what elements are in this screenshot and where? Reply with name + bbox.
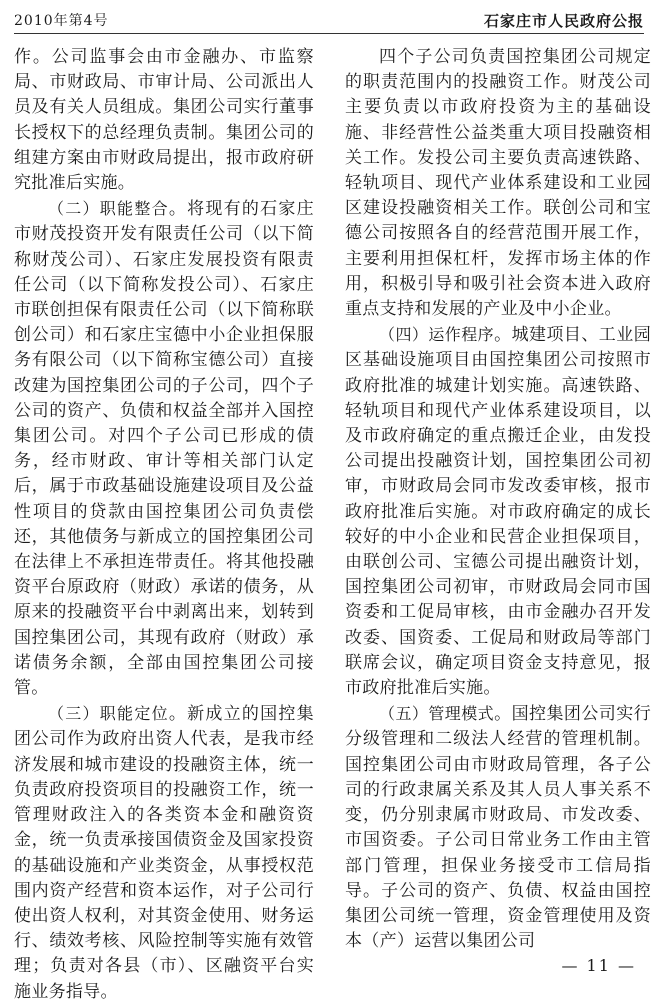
- paragraph-text: 。国控集团公司实行分级管理和二级法人经营的管理机制。国控集团公司由市财政局管理，各子公司的行政隶属关系及其人员人事关系不变，仍分别隶属市财政局、市发改委、市国资委。子公司日常业务工作由主管部门管理，担保业务接受市工信局指导。子公司的资产、负债、权益由国控集团公司统一管理，资金管理使用及资本（产）运营以集团公司: [345, 704, 651, 952]
- paragraph: 作。公司监事会由市金融办、市监察局、市财政局、市审计局、公司派出人员及有关人员组成。集团公司实行董事长授权下的总经理负责制。集团公司的组建方案由市财政局提出，报市政府研究批准后实施。: [14, 47, 314, 194]
- left-column: [14, 45, 314, 1005]
- section-label: （五）管理模式: [379, 704, 495, 724]
- publication-title: 石家庄市人民政府公报: [483, 12, 644, 30]
- section-label: （三）职能定位: [48, 704, 169, 724]
- paragraph-function-positioning: [14, 701, 314, 1004]
- paragraph-function-integration: [14, 196, 314, 701]
- paragraph-text: 。新成立的国控集团公司作为政府出资人代表，是我市经济发展和城市建设的投融资主体，统一负责政府投资项目的投融资工作，统一管理财政注入的各类资本金和融资资金，统一负责承接国债资金及国家投资的基础设施和产业类资金，从事授权范围内资产经营和资本运作，对子公司行使出资人权利，对其资金使用、财务运行、绩效考核、风险控制等实施有效管理；负责对各县（市）、区融资平台实施业务指导。: [14, 704, 314, 1002]
- issue-label: 2010年第4号: [14, 13, 109, 29]
- section-label: （四）运作程序: [379, 325, 495, 345]
- paragraph-management-mode: [345, 701, 651, 954]
- paragraph-operation-procedure: [345, 322, 651, 701]
- right-column: [345, 45, 651, 954]
- paragraph-text: 。将现有的石家庄市财茂投资开发有限责任公司（以下简称财茂公司）、石家庄发展投资有限责任公司（以下简称发投公司）、石家庄市联创担保有限责任公司（以下简称联创公司）和石家庄宝德中小企业担保服务有限公司（以下简称宝德公司）直接改建为国控集团公司的子公司，四个子公司的资产、负债和权益全部并入国控集团公司。对四个子公司已形成的债务，经市财政、审计等相关部门认定后，属于市政基础设施建设项目及公益性项目的贷款由国控集团公司负责偿还，其他债务与新成立的国控集团公司在法律上不承担连带责任。将其他投融资平台原政府（财政）承诺的债务，从原来的投融资平台中剥离出来，划转到国控集团公司，其现有政府（财政）承诺债务余额，全部由国控集团公司接管。: [14, 199, 314, 699]
- paragraph: 四个子公司负责国控集团公司规定的职责范围内的投融资工作。财茂公司主要负责以市政府投资为主的基础设施、非经营性公益类重大项目投融资相关工作。发投公司主要负责高速铁路、轻轨项目、现代产业体系建设和工业园区建设投融资相关工作。联创公司和宝德公司按照各自的经营范围开展工作，主要利用担保杠杆，发挥市场主体的作用，积极引导和吸引社会资本进入政府重点支持和发展的产业及中小企业。: [345, 47, 651, 320]
- paragraph-text: 。城建项目、工业园区基础设施项目由国控集团公司按照市政府批准的城建计划实施。高速铁路、轻轨项目和现代产业体系建设项目，以及市政府确定的重点搬迁企业，由发投公司提出投融资计划，国控集团公司初审，市财政局会同市发改委审核，报市政府批准后实施。对市政府确定的成长较好的中小企业和民营企业担保项目，由联创公司、宝德公司提出融资计划，国控集团公司初审，市财政局会同市国资委和工促局审核，由市金融办召开发改委、国资委、工促局和财政局等部门联席会议，确定项目资金支持意见，报市政府批准后实施。: [345, 325, 651, 699]
- page-number: — 11 —: [561, 956, 636, 975]
- page-header: [14, 0, 644, 34]
- section-label: （二）职能整合: [48, 199, 169, 219]
